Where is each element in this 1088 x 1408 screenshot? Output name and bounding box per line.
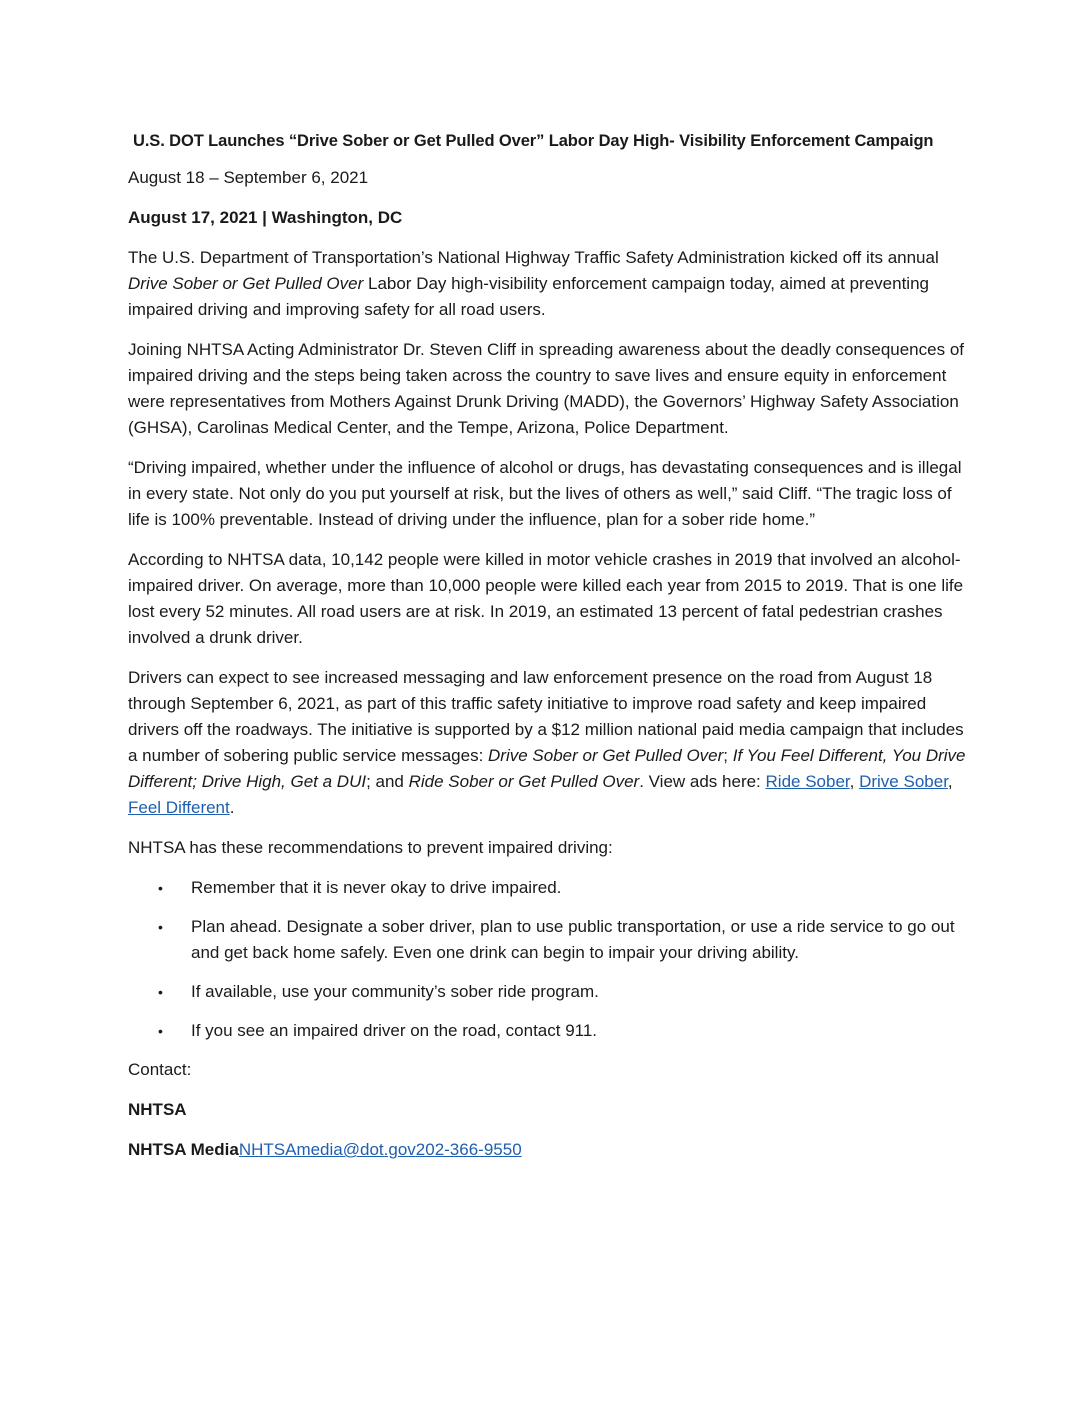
campaign-dates: August 18 – September 6, 2021 xyxy=(128,168,369,187)
list-item xyxy=(128,914,968,966)
recommendations-list xyxy=(128,875,968,1044)
message-feel-different: If You Feel Different, You Drive Different; Drive High, Get a DUI xyxy=(128,746,966,791)
paragraph-intro-text-a: The U.S. Department of Transportation’s National Highway Traffic Safety Administration kicked off its annual xyxy=(128,248,939,267)
separator: ; xyxy=(723,746,733,765)
contact-line xyxy=(128,1137,968,1163)
bullet-icon: • xyxy=(158,880,163,896)
separator: , xyxy=(947,772,953,791)
campaign-name-italic: Drive Sober or Get Pulled Over xyxy=(128,274,364,293)
bullet-icon: • xyxy=(158,919,163,935)
link-ride-sober[interactable]: Ride Sober xyxy=(765,772,850,791)
paragraph-campaign xyxy=(128,665,968,821)
message-drive-sober: Drive Sober or Get Pulled Over xyxy=(488,746,724,765)
list-item xyxy=(128,979,968,1005)
list-item xyxy=(128,1018,968,1044)
bullet-icon: • xyxy=(158,984,163,1000)
separator: ; and xyxy=(366,772,409,791)
paragraph-intro xyxy=(128,245,968,323)
list-item-text: If available, use your community’s sober ride program. xyxy=(191,982,599,1001)
press-release-title: U.S. DOT Launches “Drive Sober or Get Pulled Over” Labor Day High- Visibility Enforcement Campaign xyxy=(133,132,934,150)
document-body xyxy=(128,128,968,1177)
contact-phone-link[interactable]: 202-366-9550 xyxy=(415,1140,522,1159)
list-item-text: Plan ahead. Designate a sober driver, plan to use public transportation, or use a ride service to go out and get back home safely. Even one drink can begin to impair your driving ability. xyxy=(191,917,955,962)
bullet-icon: • xyxy=(158,1023,163,1039)
view-ads-text: . View ads here: xyxy=(639,772,766,791)
contact-label: Contact: xyxy=(128,1060,192,1079)
paragraph-participants: Joining NHTSA Acting Administrator Dr. Steven Cliff in spreading awareness about the deadly consequences of impaired driving and the steps being taken across the country to save lives and ensure equity in enforcement were representatives from Mothers Against Drunk Driving (MADD), the Governors’ Highway Safety Association (GHSA), Carolinas Medical Center, and the Tempe, Arizona, Police Department. xyxy=(128,340,964,437)
separator: , xyxy=(849,772,860,791)
list-item xyxy=(128,875,968,901)
contact-name: NHTSA Media xyxy=(128,1140,239,1159)
paragraph-campaign-text: Drivers can expect to see increased messaging and law enforcement presence on the road from August 18 through September 6, 2021, as part of this traffic safety initiative to improve road safety and keep impaired drivers off the roadways. The initiative is supported by a $12 million national paid media campaign that includes a number of sobering public service messages: xyxy=(128,668,964,765)
period: . xyxy=(229,798,235,817)
message-ride-sober: Ride Sober or Get Pulled Over xyxy=(408,772,640,791)
contact-org: NHTSA xyxy=(128,1100,187,1119)
dateline: August 17, 2021 | Washington, DC xyxy=(128,208,403,227)
link-drive-sober[interactable]: Drive Sober xyxy=(859,772,948,791)
list-item-text: If you see an impaired driver on the road, contact 911. xyxy=(191,1021,598,1040)
paragraph-quote: “Driving impaired, whether under the influence of alcohol or drugs, has devastating consequences and is illegal in every state. Not only do you put yourself at risk, but the lives of others as well,” said Cliff. “The tragic loss of life is 100% preventable. Instead of driving under the influence, plan for a sober ride home.” xyxy=(128,458,962,529)
link-feel-different[interactable]: Feel Different xyxy=(128,798,230,817)
paragraph-statistics: According to NHTSA data, 10,142 people were killed in motor vehicle crashes in 2019 that involved an alcohol-impaired driver. On average, more than 10,000 people were killed each year from 2015 to 2019. That is one life lost every 52 minutes. All road users are at risk. In 2019, an estimated 13 percent of fatal pedestrian crashes involved a drunk driver. xyxy=(128,550,964,647)
list-item-text: Remember that it is never okay to drive impaired. xyxy=(191,878,562,897)
paragraph-intro-text-c: Labor Day high-visibility enforcement campaign today, aimed at preventing impaired driving and improving safety for all road users. xyxy=(128,274,929,319)
recommendations-intro: NHTSA has these recommendations to prevent impaired driving: xyxy=(128,838,613,857)
contact-email-link[interactable]: NHTSAmedia@dot.gov xyxy=(238,1140,416,1159)
